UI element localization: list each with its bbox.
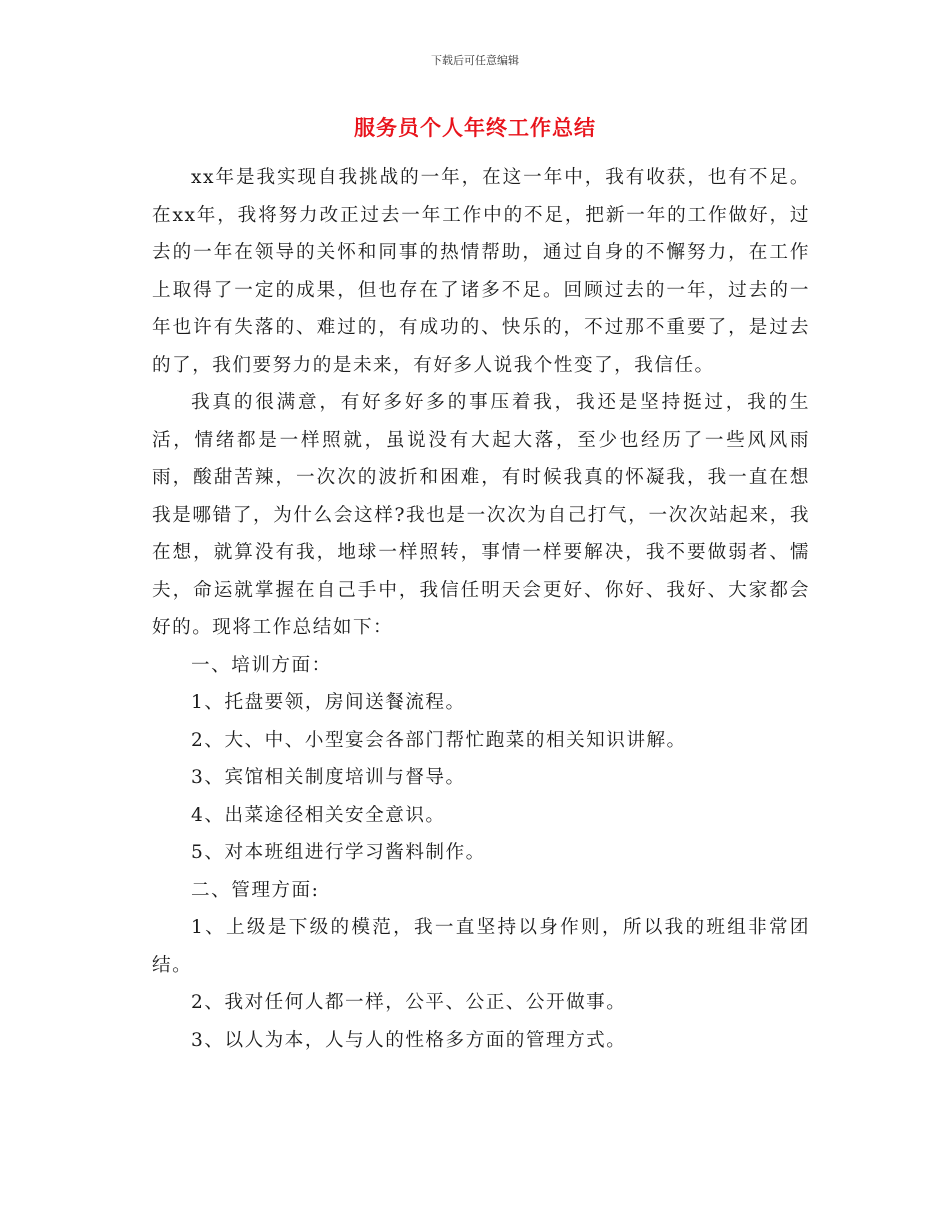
list-item: 3、以人为本，人与人的性格多方面的管理方式。 [191,1029,627,1051]
document-title: 服务员个人年终工作总结 [354,116,596,140]
document-body [152,159,810,1059]
list-item: 1、上级是下级的模范，我一直坚持以身作则，所以我的班组非常团结。 [152,917,810,976]
list-item: 5、对本班组进行学习酱料制作。 [191,842,486,863]
list-item: 2、大、中、小型宴会各部门帮忙跑菜的相关知识讲解。 [191,729,687,751]
list-item: 3、宾馆相关制度培训与督导。 [191,767,466,788]
section-heading-training: 一、培训方面： [191,654,332,676]
paragraph-reflection: 我真的很满意，有好多好多的事压着我，我还是坚持挺过，我的生活，情绪都是一样照就，虽说没有大起大落，至少也经历了一些风风雨雨，酸甜苦辣，一次次的波折和困难，有时候我真的怀凝我，我一直在想我是哪错了，为什么会这样?我也是一次次为自己打气，一次次站起来，我在想，就算没有我，地球一样照转，事情一样要解决，我不要做弱者、懦夫，命运就掌握在自己手中，我信任明天会更好、你好、我好、大家都会好的。现将工作总结如下： [152,392,810,638]
list-item: 2、我对任何人都一样，公平、公正、公开做事。 [191,992,627,1013]
section-heading-management: 二、管理方面: [191,879,320,901]
list-item: 1、托盘要领，房间送餐流程。 [191,692,466,713]
paragraph-intro: xx年是我实现自我挑战的一年，在这一年中，我有收获，也有不足。在xx年，我将努力改正过去一年工作中的不足，把新一年的工作做好，过去的一年在领导的关怀和同事的热情帮助，通过自身的不懈努力，在工作上取得了一定的成果，但也存在了诸多不足。回顾过去的一年，过去的一年也许有失落的、难过的，有成功的、快乐的，不过那不重要了，是过去的了，我们要努力的是未来，有好多人说我个性变了，我信任。 [152,167,810,376]
list-item: 4、出菜途径相关安全意识。 [191,804,446,826]
header-note: 下载后可任意编辑 [431,54,519,67]
